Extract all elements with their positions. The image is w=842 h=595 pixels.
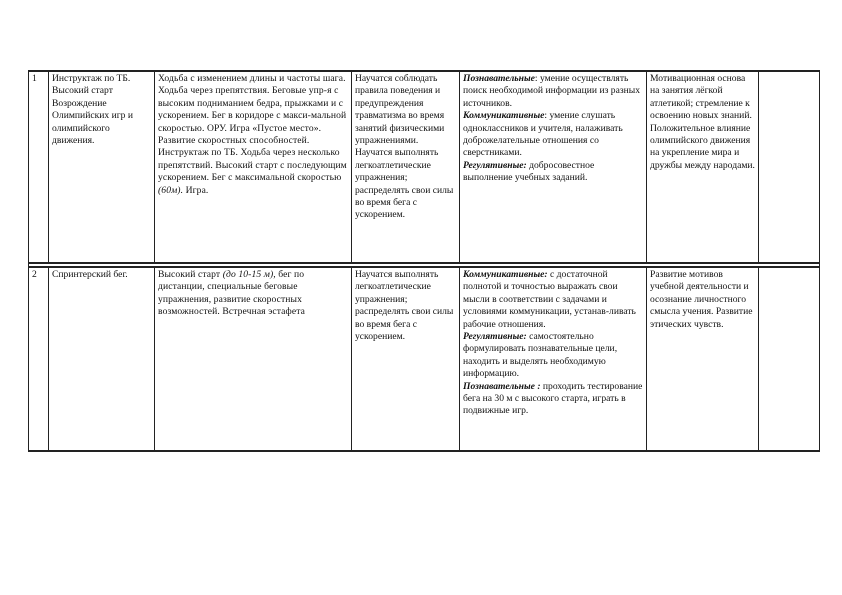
row-number: 2 [29,267,49,451]
uud-label: Регулятивные: [463,331,527,343]
uud-text: : умение слушать одноклассников и учителя, налаживать доброжелательные отношения со сверстниками. [463,110,623,159]
content-text: Ходьба с изменением длины и частоты шага. Ходьба через препятствия. Беговые упр-я с высоким подниманием бедра, прыжками и с ускорением. Бег в коридоре с макси-мальной скоростью. ОРУ. Игра «Пустое место». Развитие скоростных способностей. Инструктаж по ТБ. Ходьба через несколько препятствий. Высокий старт с последующим ускорением. Бег с максимальной скоростью [158,73,347,184]
uud-item [463,110,643,160]
table-row [29,267,820,451]
extra-cell [759,267,820,451]
uud-text: проходить тестирование бега на 30 м с высокого старта, играть в подвижные игр. [463,380,643,417]
uud-item [463,381,643,418]
uud-item [463,269,643,331]
subject-results: Научатся выполнять легкоатлетические упражнения; распределять свои силы во время бега с ускорением. [352,267,460,451]
uud-item [463,160,643,185]
lesson-topic: Спринтерский бег. [49,267,155,451]
content-rest: бег по дистанции, специальные беговые упражнения, развитие скоростных возможностей. Встречная эстафета [158,269,305,318]
row-number: 1 [29,71,49,263]
personal-results: Развитие мотивов учебной деятельности и осознание личностного смысла учения. Развитие этических чувств. [647,267,759,451]
uud-label: Познавательные [463,73,535,84]
uud-item [463,331,643,381]
uud-label: Регулятивные: [463,159,527,171]
content-italic: (до 10-15 м), [222,269,276,280]
personal-results: Мотивационная основа на занятия лёгкой атлетикой; стремление к освоению новых знаний. Положительное влияние олимпийского движения на укрепление мира и дружбы между народами. [647,71,759,263]
uud-label: Коммуникативные: [463,269,548,280]
content-end: Игра. [183,184,209,196]
content-start: Высокий старт [158,269,223,280]
table-row [29,71,820,263]
uud-label: Коммуникативные [463,110,545,122]
uud-item [463,73,643,110]
lesson-topic: Инструктаж по ТБ. Высокий старт Возрождение Олимпийских игр и олимпийского движения. [49,71,155,263]
lesson-plan-table [28,70,820,452]
uud-text: добросовестное выполнение учебных заданий. [463,159,595,184]
uud-text: с достаточной полнотой и точностью выражать свои мысли в соответствии с задачами и условиями коммуникации, устанав-ливать рабочие отношения. [463,269,636,330]
uud-text: : умение осуществлять поиск необходимой информации из разных источников. [463,73,640,109]
extra-cell [759,71,820,263]
uud-results [460,267,647,451]
uud-text: самостоятельно формулировать познавательные цели, находить и выделять необходимую информацию. [463,331,618,380]
subject-results: Научатся соблюдать правила поведения и предупреждения травматизма во время занятий физическими упражнениями. Научатся выполнять легкоатлетические упражнения; распределять свои силы во время бега с ускорением. [352,71,460,263]
content-italic: (60м). [158,184,184,196]
uud-results [460,71,647,263]
uud-label: Познавательные : [463,380,541,392]
lesson-content [155,267,352,451]
lesson-content [155,71,352,263]
